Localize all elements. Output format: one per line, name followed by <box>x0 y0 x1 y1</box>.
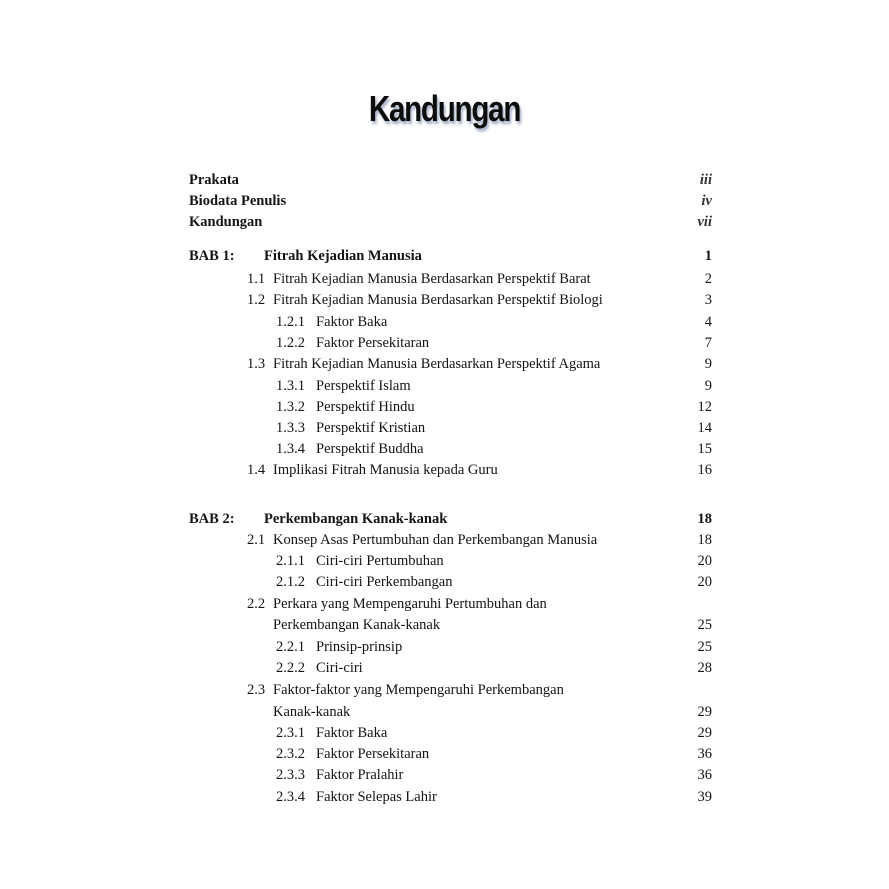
toc-page-number: 4 <box>704 314 712 330</box>
section-title: Perspektif Kristian <box>316 420 426 436</box>
toc-page-number: 20 <box>697 574 712 590</box>
section-title: Perspektif Islam <box>316 378 411 394</box>
toc-page-number: 18 <box>697 532 712 548</box>
section-number: 2.3.3 <box>276 767 305 783</box>
toc-page-number: 20 <box>697 553 712 569</box>
toc-entry[interactable] <box>0 572 889 593</box>
toc-page-number: 3 <box>704 292 712 308</box>
section-number: 1.3.4 <box>276 441 305 457</box>
chapter-title: Fitrah Kejadian Manusia <box>264 248 422 264</box>
section-title: Prinsip-prinsip <box>316 639 403 655</box>
toc-page-number: 7 <box>704 335 712 351</box>
section-number: 2.3.2 <box>276 746 305 762</box>
toc-page-number: 28 <box>697 660 712 676</box>
section-number: 2.1.1 <box>276 553 305 569</box>
section-title: Konsep Asas Pertumbuhan dan Perkembangan Manusia <box>273 532 598 548</box>
section-title: Faktor Selepas Lahir <box>316 789 437 805</box>
section-number: 1.3.2 <box>276 399 305 415</box>
toc-chapter-1[interactable] <box>0 246 889 267</box>
toc-page-number: 29 <box>697 725 712 741</box>
toc-entry[interactable] <box>0 787 889 808</box>
section-title: Faktor Baka <box>316 314 388 330</box>
toc-entry[interactable] <box>0 354 889 375</box>
section-title: Faktor Persekitaran <box>316 746 430 762</box>
toc-entry[interactable] <box>0 397 889 418</box>
section-number: 1.1 <box>247 271 266 287</box>
section-number: 1.3.3 <box>276 420 305 436</box>
toc-entry[interactable] <box>0 658 889 679</box>
toc-page-number: 9 <box>704 378 712 394</box>
section-title: Ciri-ciri <box>316 660 363 676</box>
toc-page-number: 12 <box>697 399 712 415</box>
toc-page-number: 16 <box>697 462 712 478</box>
section-title: Faktor Baka <box>316 725 388 741</box>
toc-entry[interactable] <box>0 418 889 439</box>
toc-page-number: 2 <box>704 271 712 287</box>
toc-entry[interactable] <box>0 680 889 701</box>
section-title-continued: Perkembangan Kanak-kanak <box>273 617 441 633</box>
toc-page-number: iv <box>701 193 712 209</box>
section-number: 2.2 <box>247 596 266 612</box>
toc-entry[interactable] <box>0 744 889 765</box>
section-title: Ciri-ciri Pertumbuhan <box>316 553 444 569</box>
toc-entry[interactable] <box>0 530 889 551</box>
toc-entry-label: Biodata Penulis <box>189 193 287 209</box>
toc-page-number: 9 <box>704 356 712 372</box>
section-number: 1.3 <box>247 356 266 372</box>
section-number: 1.2.2 <box>276 335 305 351</box>
page-title: Kandungan <box>368 88 521 129</box>
toc-page-number: 14 <box>697 420 712 436</box>
toc-entry-continuation[interactable] <box>0 702 889 723</box>
toc-entry[interactable] <box>0 312 889 333</box>
section-title: Fitrah Kejadian Manusia Berdasarkan Perspektif Barat <box>273 271 591 287</box>
toc-entry[interactable] <box>0 637 889 658</box>
toc-entry-label: Prakata <box>189 172 239 188</box>
toc-page-number: 25 <box>697 617 712 633</box>
section-title: Ciri-ciri Perkembangan <box>316 574 453 590</box>
section-number: 1.4 <box>247 462 266 478</box>
toc-page-number: 29 <box>697 704 712 720</box>
toc-page-number: 15 <box>697 441 712 457</box>
toc-entry[interactable] <box>0 594 889 615</box>
section-title: Faktor Pralahir <box>316 767 404 783</box>
toc-page-number: 36 <box>697 746 712 762</box>
section-number: 1.2 <box>247 292 266 308</box>
toc-chapter-2[interactable] <box>0 509 889 530</box>
section-title: Perspektif Hindu <box>316 399 415 415</box>
toc-entry[interactable] <box>0 333 889 354</box>
chapter-number: BAB 1: <box>189 248 235 264</box>
section-title-continued: Kanak-kanak <box>273 704 351 720</box>
toc-entry-label: Kandungan <box>189 214 263 230</box>
chapter-number: BAB 2: <box>189 511 235 527</box>
section-number: 2.1 <box>247 532 266 548</box>
section-number: 2.2.1 <box>276 639 305 655</box>
toc-entry[interactable] <box>0 460 889 481</box>
toc-page-number: 36 <box>697 767 712 783</box>
section-title: Faktor Persekitaran <box>316 335 430 351</box>
toc-entry-prakata[interactable] <box>0 170 889 191</box>
toc-entry[interactable] <box>0 723 889 744</box>
toc-entry[interactable] <box>0 551 889 572</box>
section-number: 1.3.1 <box>276 378 305 394</box>
toc-entry[interactable] <box>0 376 889 397</box>
section-number: 2.3 <box>247 682 266 698</box>
toc-entry[interactable] <box>0 290 889 311</box>
toc-entry[interactable] <box>0 269 889 290</box>
section-title: Perspektif Buddha <box>316 441 424 457</box>
section-number: 2.3.1 <box>276 725 305 741</box>
toc-page-number: vii <box>697 214 712 230</box>
toc-entry[interactable] <box>0 439 889 460</box>
chapter-title: Perkembangan Kanak-kanak <box>264 511 448 527</box>
toc-page-number: 18 <box>697 511 712 527</box>
toc-entry[interactable] <box>0 765 889 786</box>
toc-page-number: 25 <box>697 639 712 655</box>
toc-page-number: 39 <box>697 789 712 805</box>
toc-page-number: iii <box>699 172 712 188</box>
toc-entry-continuation[interactable] <box>0 615 889 636</box>
section-number: 1.2.1 <box>276 314 305 330</box>
section-title: Fitrah Kejadian Manusia Berdasarkan Perspektif Agama <box>273 356 601 372</box>
toc-page-number: 1 <box>704 248 712 264</box>
section-title: Faktor-faktor yang Mempengaruhi Perkembangan <box>273 682 564 698</box>
section-title: Implikasi Fitrah Manusia kepada Guru <box>273 462 498 478</box>
section-number: 2.3.4 <box>276 789 305 805</box>
section-title: Fitrah Kejadian Manusia Berdasarkan Perspektif Biologi <box>273 292 603 308</box>
section-title: Perkara yang Mempengaruhi Pertumbuhan dan <box>273 596 547 612</box>
toc-entry-biodata[interactable] <box>0 191 889 212</box>
toc-entry-kandungan[interactable] <box>0 212 889 233</box>
section-number: 2.1.2 <box>276 574 305 590</box>
section-number: 2.2.2 <box>276 660 305 676</box>
